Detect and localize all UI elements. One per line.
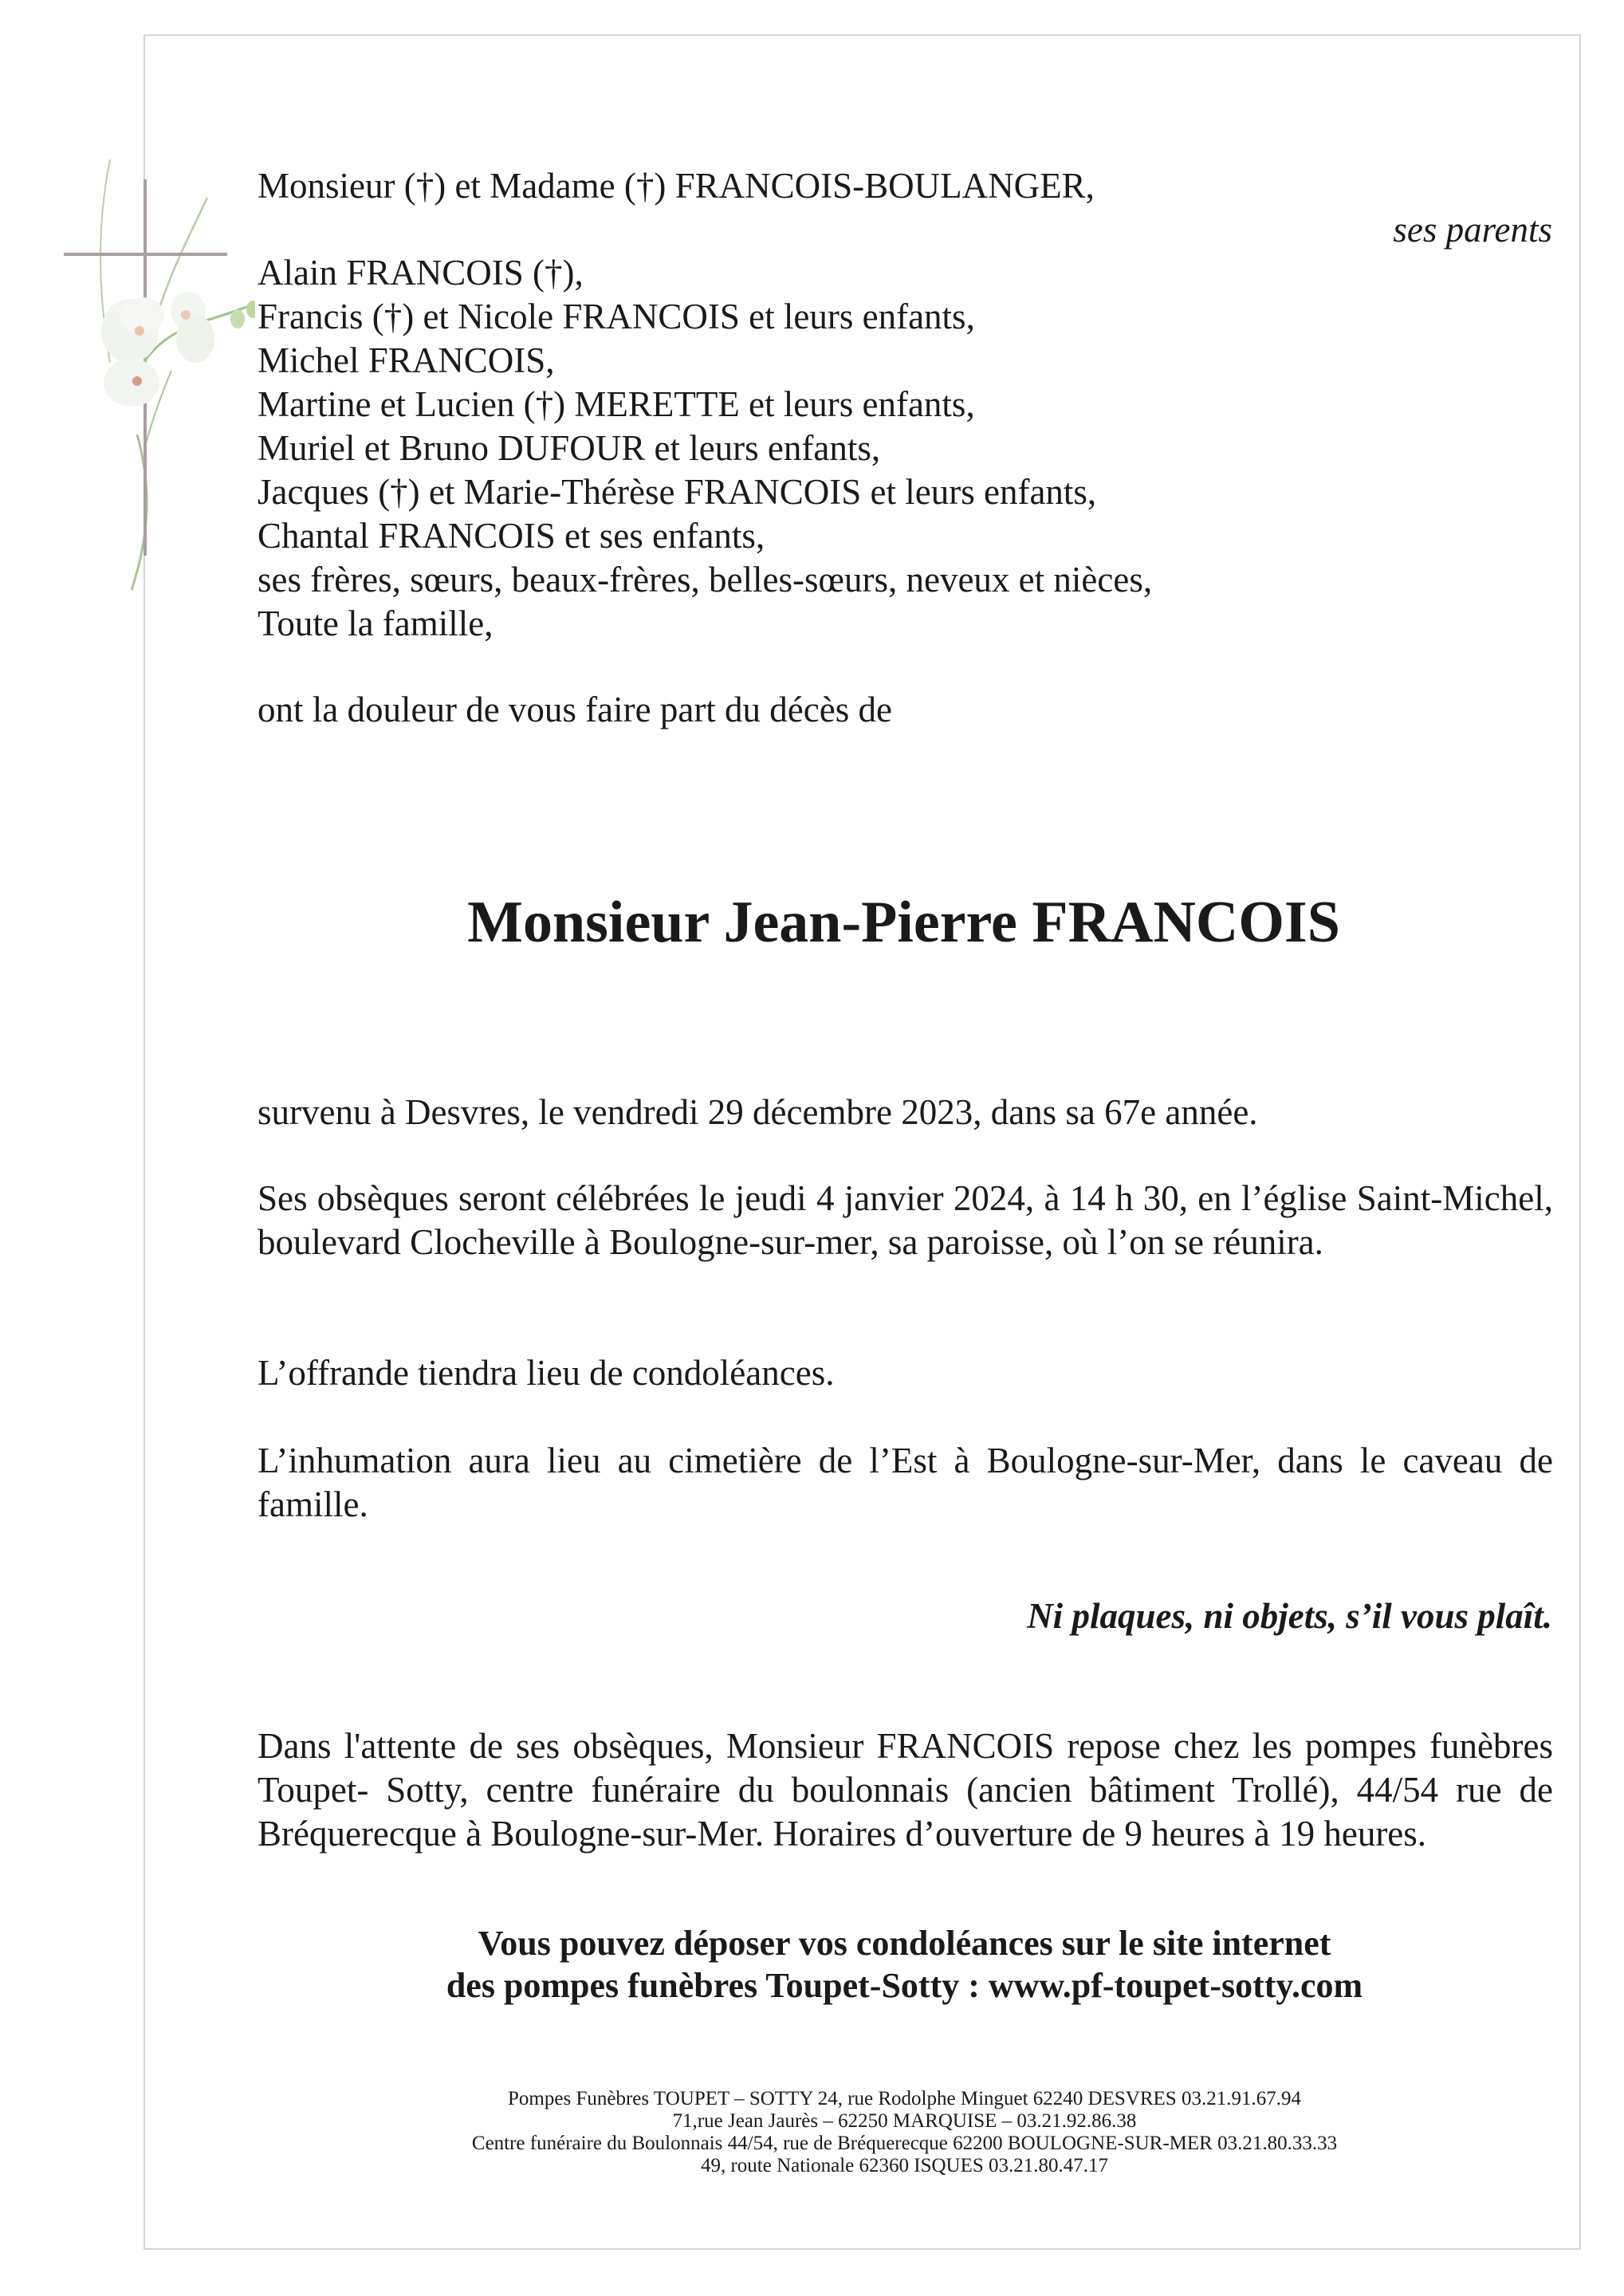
family-member: Alain FRANCOIS (†), (258, 253, 584, 293)
footer-line: Pompes Funèbres TOUPET – SOTTY 24, rue Rodolphe Minguet 62240 DESVRES 03.21.91.67.94 (508, 2088, 1301, 2109)
rest-details: Dans l'attente de ses obsèques, Monsieur FRANCOIS repose chez les pompes funèbres Toupet- Sotty, centre funéraire du boulonnais (ancien bâtiment Trollé), 44/54 rue de Bréquerecque à Boulogne-sur-Mer. Horaires d’ouverture de 9 heures à 19 heures. (258, 1726, 1553, 1854)
parents-relation: ses parents (1393, 210, 1552, 250)
family-member: Jacques (†) et Marie-Thérèse FRANCOIS et leurs enfants, (258, 472, 1097, 512)
announcement: ont la douleur de vous faire part du décès de (258, 690, 892, 729)
family-member: Toute la famille, (258, 603, 493, 643)
burial-details: L’inhumation aura lieu au cimetière de l’Est à Boulogne-sur-Mer, dans le caveau de famille. (258, 1441, 1553, 1524)
funeral-details: Ses obsèques seront célébrées le jeudi 4 janvier 2024, à 14 h 30, en l’église Saint-Michel, boulevard Clocheville à Boulogne-sur-mer, sa paroisse, où l’on se réunira. (258, 1178, 1553, 1262)
family-member: Chantal FRANCOIS et ses enfants, (258, 516, 765, 556)
offering-note: L’offrande tiendra lieu de condoléances. (258, 1353, 835, 1393)
request-note: Ni plaques, ni objets, s’il vous plaît. (1027, 1596, 1552, 1636)
condolences-website[interactable]: des pompes funèbres Toupet-Sotty : www.pf-toupet-sotty.com (446, 1966, 1363, 2005)
condolences-notice (0, 1922, 1624, 2007)
family-member: Muriel et Bruno DUFOUR et leurs enfants, (258, 428, 881, 468)
family-member: Michel FRANCOIS, (258, 340, 555, 380)
family-member: Martine et Lucien (†) MERETTE et leurs enfants, (258, 384, 975, 424)
footer-line: Centre funéraire du Boulonnais 44/54, rue de Bréquerecque 62200 BOULOGNE-SUR-MER 03.21.80.33.33 (471, 2133, 1338, 2154)
family-member: ses frères, sœurs, beaux-frères, belles-sœurs, neveux et nièces, (258, 560, 1153, 600)
footer-line: 71,rue Jean Jaurès – 62250 MARQUISE – 03.21.92.86.38 (672, 2110, 1137, 2132)
family-member: Francis (†) et Nicole FRANCOIS et leurs enfants, (258, 297, 975, 336)
footer-line: 49, route Nationale 62360 ISQUES 03.21.80.47.17 (700, 2155, 1109, 2176)
deceased-name: Monsieur Jean-Pierre FRANCOIS (467, 890, 1340, 955)
funeral-home-footer (0, 2088, 1624, 2177)
condolences-line: Vous pouvez déposer vos condoléances sur le site internet (478, 1924, 1331, 1963)
parents-line: Monsieur (†) et Madame (†) FRANCOIS-BOULANGER, (258, 166, 1095, 206)
cross-with-orchids-icon (48, 159, 255, 606)
death-details: survenu à Desvres, le vendredi 29 décembre 2023, dans sa 67e année. (258, 1092, 1258, 1132)
